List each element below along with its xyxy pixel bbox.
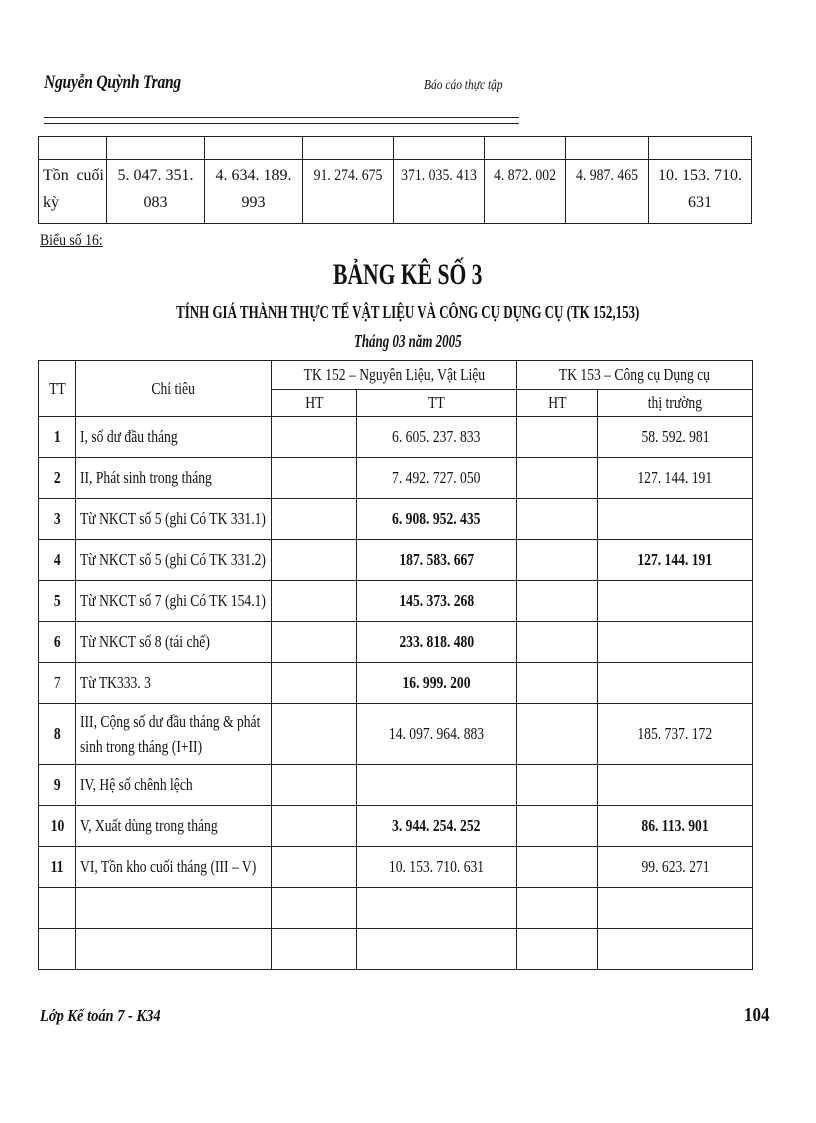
row-description: Từ NKCT số 5 (ghi Có TK 331.1) <box>80 509 266 528</box>
row-description: IV, Hệ số chênh lệch <box>80 775 193 794</box>
header-rule <box>44 117 519 118</box>
table-row <box>39 704 753 765</box>
row-number: 5 <box>53 591 61 610</box>
tk152-value: 6. 605. 237. 833 <box>392 427 481 446</box>
row-description: Từ TK333. 3 <box>80 673 151 692</box>
table-row <box>39 581 753 622</box>
row-description: III, Cộng số dư đầu tháng & phát sinh trong tháng (I+II) <box>80 712 261 756</box>
report-month: Tháng 03 năm 2005 <box>354 331 462 351</box>
tk152-value: 7. 492. 727. 050 <box>392 468 481 487</box>
row-description: VI, Tồn kho cuối tháng (III – V) <box>80 857 257 876</box>
tk153-value: 185. 737. 172 <box>637 724 713 743</box>
row-description: Từ NKCT số 5 (ghi Có TK 331.2) <box>80 550 266 569</box>
tk152-value: 10. 153. 710. 631 <box>388 857 485 876</box>
header-ht: HT <box>517 390 598 417</box>
row-number: 9 <box>53 775 61 794</box>
header-tk153: TK 153 – Công cụ Dụng cụ <box>517 361 753 390</box>
row-description: II, Phát sinh trong tháng <box>80 468 212 487</box>
row-number: 6 <box>53 632 61 651</box>
header-chi-tieu: Chỉ tiêu <box>76 361 272 417</box>
carry-value: 91. 274. 675 <box>313 167 383 184</box>
main-table <box>38 360 753 970</box>
tk152-value: 3. 944. 254. 252 <box>392 816 481 835</box>
row-label: Tồn cuối kỳ <box>39 160 107 224</box>
row-description: I, số dư đầu tháng <box>80 427 178 446</box>
row-number: 7 <box>53 673 61 692</box>
row-number: 8 <box>53 724 61 743</box>
table-row <box>39 137 752 160</box>
tk152-value: 233. 818. 480 <box>399 632 474 651</box>
tk153-value: 58. 592. 981 <box>641 427 709 446</box>
carry-value: 5. 047. 351. 083 <box>107 160 205 224</box>
tk152-value: 145. 373. 268 <box>399 591 474 610</box>
tk152-value: 187. 583. 667 <box>399 550 474 569</box>
table-row <box>39 622 753 663</box>
header-tt-value: TT <box>357 390 517 417</box>
header-tk152: TK 152 – Nguyên Liệu, Vật Liệu <box>272 361 517 390</box>
bieu-so-label: Biểu số 16: <box>40 232 103 249</box>
table-row <box>39 540 753 581</box>
tk152-value: 16. 999. 200 <box>402 673 471 692</box>
row-description: Từ NKCT số 7 (ghi Có TK 154.1) <box>80 591 266 610</box>
page-title: BẢNG KÊ SỐ 3 <box>333 258 483 291</box>
page-subtitle: TÍNH GIÁ THÀNH THỰC TẾ VẬT LIỆU VÀ CÔNG CỤ DỤNG CỤ (TK 152,153) <box>176 302 640 322</box>
table-row <box>39 417 753 458</box>
carry-value: 4. 634. 189. 993 <box>205 160 303 224</box>
carry-value: 4. 872. 002 <box>494 167 556 184</box>
table-row-empty <box>39 888 753 929</box>
page-number: 104 <box>744 1004 770 1026</box>
report-label: Báo cáo thực tập <box>424 78 503 93</box>
table-row <box>39 458 753 499</box>
header-ht: HT <box>272 390 357 417</box>
row-number: 10 <box>50 816 64 835</box>
table-header-row <box>39 361 753 390</box>
footer-class: Lớp Kế toán 7 - K34 <box>40 1006 161 1025</box>
tk152-value: 14. 097. 964. 883 <box>388 724 485 743</box>
table-row <box>39 765 753 806</box>
tk153-value: 127. 144. 191 <box>637 468 713 487</box>
table-row-empty <box>39 929 753 970</box>
tk153-value: 86. 113. 901 <box>641 816 709 835</box>
carry-value: 371. 035. 413 <box>401 167 477 184</box>
row-description: V, Xuất dùng trong tháng <box>80 816 218 835</box>
row-number: 2 <box>53 468 61 487</box>
tk152-value: 6. 908. 952. 435 <box>392 509 481 528</box>
carry-over-table <box>38 136 752 224</box>
table-row <box>39 160 752 224</box>
carry-value: 10. 153. 710. 631 <box>649 160 752 224</box>
row-number: 3 <box>53 509 61 528</box>
tk153-value: 99. 623. 271 <box>641 857 709 876</box>
table-row <box>39 847 753 888</box>
row-number: 11 <box>50 857 64 876</box>
row-description: Từ NKCT số 8 (tái chế) <box>80 632 210 651</box>
table-row <box>39 806 753 847</box>
row-number: 4 <box>53 550 61 569</box>
table-row <box>39 663 753 704</box>
row-number: 1 <box>53 427 61 446</box>
header-tt: TT <box>39 361 76 417</box>
table-row <box>39 499 753 540</box>
header-thi-truong: thị trường <box>598 390 753 417</box>
carry-value: 4. 987. 465 <box>576 167 638 184</box>
author-name: Nguyễn Quỳnh Trang <box>44 72 181 93</box>
tk153-value: 127. 144. 191 <box>637 550 713 569</box>
header-rule <box>44 123 519 124</box>
